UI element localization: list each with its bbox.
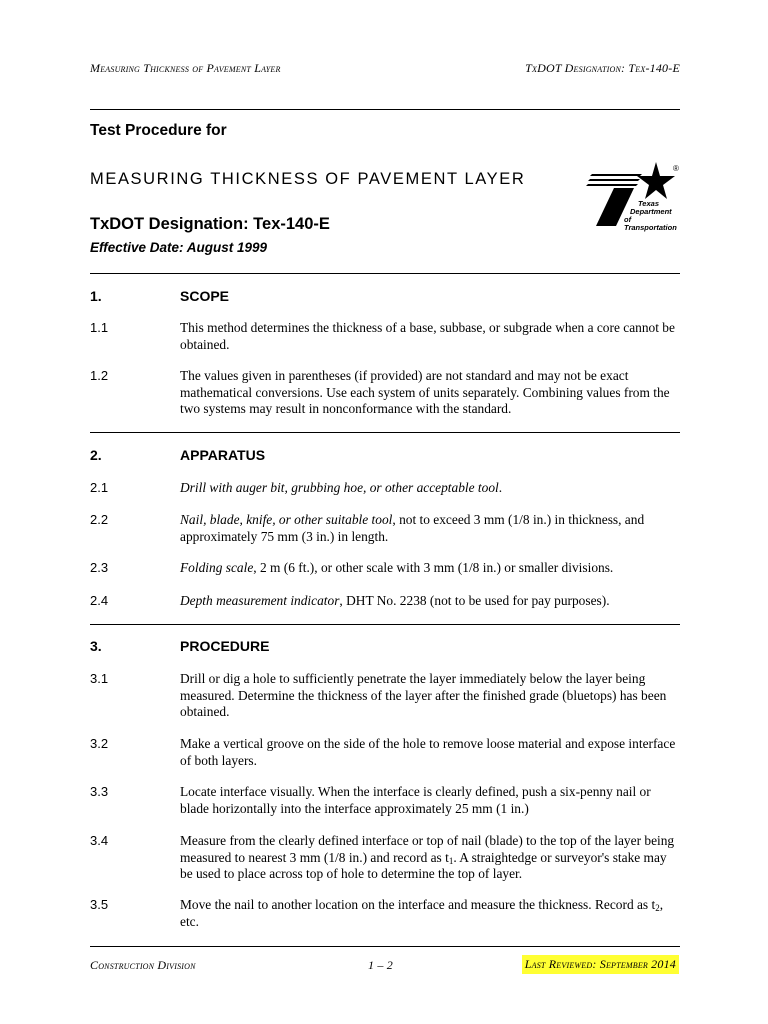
item-text: Locate interface visually. When the interface is clearly defined, push a six-penny nail or blade horizontally into the interface approximately 25 mm (1 in.): [180, 784, 651, 816]
item-text-part: Move the nail to another location on the interface and measure the thickness. Record as t: [180, 897, 656, 912]
logo-line-texas: Texas: [638, 199, 659, 208]
item-text-part: Measure from the clearly defined interface or top of nail (blade) to the top of the layer being measured to nearest 3 mm (1/8 in.) and record as t: [180, 833, 675, 865]
item-number: 3.1: [90, 671, 109, 686]
item-text: The values given in parentheses (if provided) are not standard and may not be exact mathematical conversions. Use each system of units separately. Combining values from the two systems may result in nonconformance with the standard.: [180, 368, 670, 416]
test-procedure-label: Test Procedure for: [90, 122, 227, 139]
item-number: 3.3: [90, 784, 109, 799]
section-title-procedure: PROCEDURE: [180, 638, 270, 654]
section-number-procedure: 3.: [90, 638, 102, 654]
section-number-scope: 1.: [90, 288, 102, 304]
item-number: 3.2: [90, 736, 109, 751]
running-header-left: Measuring Thickness of Pavement Layer: [90, 61, 281, 75]
item-text: [180, 833, 680, 883]
logo-line-department: Department: [630, 207, 672, 216]
item-text: Make a vertical groove on the side of the hole to remove loose material and expose interface of both layers.: [180, 736, 676, 768]
footer-rule: [90, 946, 680, 947]
item-italic-term: Folding scale: [180, 560, 254, 575]
item-text: [180, 512, 680, 545]
effective-date: Effective Date: August 1999: [90, 240, 268, 255]
item-number: 3.4: [90, 833, 109, 848]
section-rule: [90, 432, 680, 433]
item-text-part: . A straightedge or surveyor's stake may be used to place across top of hole to determine the top of layer.: [180, 849, 667, 881]
item-number: 1.2: [90, 368, 109, 383]
item-text-rest: , 2 m (6 ft.), or other scale with 3 mm (1/8 in.) or smaller divisions.: [253, 560, 614, 575]
page-number: 1 – 2: [368, 958, 393, 972]
item-text-rest: , DHT No. 2238 (not to be used for pay purposes).: [339, 593, 610, 608]
subscript: 1: [448, 855, 454, 866]
last-reviewed: Last Reviewed: September 2014: [522, 955, 679, 974]
item-number: 2.4: [90, 593, 109, 608]
title-rule: [90, 273, 680, 274]
item-number: 3.5: [90, 897, 109, 912]
txdot-logo: [586, 160, 682, 230]
item-number: 2.1: [90, 480, 109, 495]
item-text: [180, 480, 680, 497]
item-text: [180, 560, 680, 577]
document-title: MEASURING THICKNESS OF PAVEMENT LAYER: [90, 170, 526, 188]
item-text: [180, 593, 680, 610]
item-text: This method determines the thickness of a base, subbase, or subgrade when a core cannot be obtained.: [180, 320, 675, 352]
running-header-right: TxDOT Designation: Tex-140-E: [525, 61, 680, 75]
item-number: 2.2: [90, 512, 109, 527]
footer-left: Construction Division: [90, 958, 196, 972]
designation: TxDOT Designation: Tex-140-E: [90, 215, 330, 233]
section-title-scope: SCOPE: [180, 288, 230, 304]
item-italic-term: Drill with auger bit, grubbing hoe, or other acceptable tool: [180, 480, 499, 495]
section-rule: [90, 624, 680, 625]
section-number-apparatus: 2.: [90, 447, 102, 463]
logo-text: [624, 200, 682, 232]
item-italic-term: Depth measurement indicator: [180, 593, 340, 608]
item-text-part: , etc.: [180, 897, 664, 929]
item-number: 2.3: [90, 560, 109, 575]
item-text-rest: , not to exceed 3 mm (1/8 in.) in thickness, and approximately 75 mm (3 in.) in length.: [180, 512, 645, 544]
item-number: 1.1: [90, 320, 109, 335]
section-title-apparatus: APPARATUS: [180, 447, 266, 463]
item-italic-term: Nail, blade, knife, or other suitable tool: [180, 512, 393, 527]
item-text: Drill or dig a hole to sufficiently penetrate the layer immediately below the layer being measured. Determine the thickness of the layer after the finished grade (bluetops) has been obtained.: [180, 671, 667, 719]
logo-line-transportation: of Transportation: [624, 215, 677, 232]
item-text-rest: .: [498, 480, 503, 495]
header-rule: [90, 109, 680, 110]
registered-mark: ®: [673, 164, 679, 173]
subscript: 2: [655, 903, 660, 913]
item-text: [180, 897, 680, 930]
